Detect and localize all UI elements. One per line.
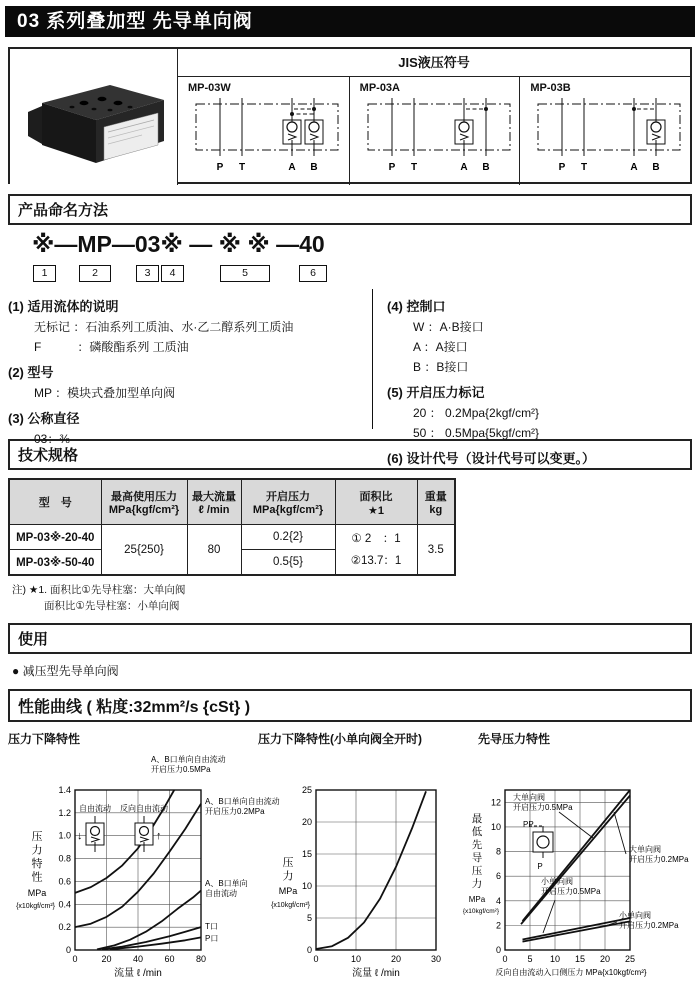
- model-code: ※—MP—03※ — ※ ※ —40: [32, 231, 325, 257]
- jis-cell-mp03a: [349, 77, 520, 185]
- svg-text:5: 5: [306, 913, 312, 923]
- svg-text:6: 6: [495, 871, 501, 882]
- svg-text:0: 0: [313, 954, 319, 964]
- mp-03b-symbol-icon: [526, 94, 688, 180]
- svg-text:B: B: [652, 162, 660, 173]
- code-box-4: 4: [161, 265, 184, 282]
- svg-text:0.2: 0.2: [58, 922, 71, 933]
- pilot-pressure-chart: [443, 750, 698, 985]
- weight-cell: 3.5: [417, 525, 455, 576]
- svg-text:PP: PP: [523, 820, 534, 829]
- pressure-drop-small-valve-chart: [258, 750, 443, 985]
- spec-note-2: 面积比①先导柱塞：小单向阀: [44, 600, 180, 612]
- jis-cell-mp03b: [519, 77, 690, 185]
- svg-text:0: 0: [306, 945, 312, 955]
- svg-text:80: 80: [195, 954, 207, 964]
- svg-text:30: 30: [430, 954, 442, 964]
- svg-text:P: P: [388, 162, 395, 173]
- charts-row: [3, 750, 700, 985]
- naming-item-head: (3) 公称直径: [8, 411, 80, 426]
- svg-text:60: 60: [164, 954, 175, 964]
- max-flow-cell: 80: [187, 525, 241, 576]
- naming-item-line: A ：A接口: [413, 340, 468, 354]
- svg-text:B: B: [310, 162, 318, 173]
- svg-text:T: T: [238, 162, 246, 173]
- svg-text:40: 40: [132, 954, 144, 964]
- svg-text:小单向阀: 小单向阀: [619, 911, 651, 920]
- svg-text:2: 2: [495, 920, 501, 931]
- svg-text:压: 压: [471, 865, 483, 877]
- col-cracking-pressure: 开启压力 MPa{kgf/cm²}: [241, 479, 335, 525]
- valve-photo-icon: [12, 57, 176, 177]
- section-specs-title: 技术规格: [8, 439, 692, 470]
- spec-table: [8, 478, 456, 576]
- svg-text:小单向阀: 小单向阀: [541, 877, 573, 886]
- svg-text:开启压力0.5MPa: 开启压力0.5MPa: [513, 803, 573, 812]
- jis-symbol-table: [8, 47, 692, 184]
- svg-text:A: A: [460, 162, 468, 173]
- naming-item-head: (1) 适用流体的说明: [8, 299, 119, 314]
- chart1-subtitle: 压力下降特性: [8, 732, 81, 746]
- naming-item-head: (5) 开启压力标记: [387, 385, 485, 400]
- naming-item-line: 03：⅜: [34, 432, 70, 446]
- svg-text:↓: ↓: [77, 830, 83, 842]
- symbol-label: MP-03W: [188, 82, 231, 94]
- svg-text:先: 先: [471, 839, 483, 851]
- model-cell: MP-03※-50-40: [9, 550, 101, 576]
- chart3-subtitle: 先导压力特性: [478, 732, 551, 746]
- svg-text:A: A: [288, 162, 296, 173]
- section-performance-title: 性能曲线 ( 粘度:32mm²/s {cSt} ): [8, 689, 692, 722]
- svg-text:流量 ℓ /min: 流量 ℓ /min: [352, 968, 400, 979]
- spec-header-row: [9, 479, 455, 525]
- svg-text:10: 10: [490, 821, 501, 832]
- svg-text:15: 15: [574, 954, 586, 964]
- svg-text:20: 20: [599, 954, 611, 964]
- svg-text:特: 特: [31, 858, 43, 870]
- svg-text:20: 20: [301, 817, 312, 827]
- naming-item-head: (4) 控制口: [387, 299, 446, 314]
- naming-left-column: [8, 289, 372, 446]
- naming-item-line: 20 ： 0.2Mpa{2kgf/cm²}: [413, 406, 540, 420]
- svg-text:MPa: MPa: [27, 888, 47, 898]
- svg-text:0.4: 0.4: [58, 899, 71, 910]
- svg-text:大单向阀: 大单向阀: [629, 845, 661, 854]
- code-box-5: 5: [220, 265, 270, 282]
- col-area-ratio: 面积比 ★1: [335, 479, 417, 525]
- col-model: 型 号: [9, 479, 101, 525]
- svg-text:A: A: [630, 162, 638, 173]
- svg-text:低: 低: [471, 826, 483, 838]
- svg-text:P: P: [537, 862, 543, 871]
- code-box-1: 1: [33, 265, 56, 282]
- svg-text:P: P: [216, 162, 224, 173]
- svg-text:开启压力0.5MPa: 开启压力0.5MPa: [151, 765, 211, 774]
- svg-text:P口: P口: [205, 934, 219, 943]
- svg-text:0.6: 0.6: [58, 876, 71, 887]
- svg-text:自由流动: 自由流动: [205, 889, 237, 898]
- svg-text:0: 0: [65, 945, 71, 955]
- svg-text:MPa: MPa: [468, 895, 486, 904]
- col-weight: 重量 kg: [417, 479, 455, 525]
- svg-text:{x10kgf/cm²}: {x10kgf/cm²}: [271, 902, 310, 909]
- svg-text:15: 15: [301, 849, 312, 859]
- spec-row: [9, 525, 455, 550]
- jis-header: JIS液压符号: [178, 49, 690, 77]
- product-photo: [10, 49, 178, 185]
- cracking-cell: 0.5{5}: [241, 550, 335, 576]
- svg-text:20: 20: [390, 954, 402, 964]
- naming-item-line: 50 ： 0.5Mpa{5kgf/cm²}: [413, 426, 540, 440]
- svg-text:{x10kgf/cm²}: {x10kgf/cm²}: [462, 908, 499, 915]
- max-pressure-cell: 25{250}: [101, 525, 187, 576]
- svg-text:1.4: 1.4: [58, 785, 71, 795]
- area-ratio-cell: ① 2 ：1 ②13.7：1: [335, 525, 417, 576]
- svg-text:0: 0: [495, 945, 501, 955]
- svg-text:压: 压: [31, 831, 43, 843]
- model-cell: MP-03※-20-40: [9, 525, 101, 550]
- svg-text:20: 20: [101, 954, 112, 964]
- svg-text:↑: ↑: [156, 830, 162, 842]
- svg-text:MPa: MPa: [278, 886, 298, 896]
- mp-03w-symbol-icon: [184, 94, 346, 180]
- svg-text:流量 ℓ /min: 流量 ℓ /min: [114, 968, 162, 979]
- svg-text:{x10kgf/cm²}: {x10kgf/cm²}: [16, 903, 55, 910]
- svg-text:T: T: [581, 162, 588, 173]
- svg-text:开启压力0.2MPa: 开启压力0.2MPa: [629, 855, 689, 864]
- page-title: 03 系列叠加型 先导单向阀: [5, 6, 695, 37]
- svg-text:力: 力: [471, 878, 483, 890]
- svg-text:0: 0: [502, 954, 508, 964]
- svg-text:导: 导: [471, 852, 483, 864]
- naming-item-line: F ：磷酸酯系列 工质油: [34, 340, 189, 354]
- symbol-label: MP-03A: [359, 82, 400, 94]
- svg-text:10: 10: [350, 954, 362, 964]
- svg-text:5: 5: [527, 954, 533, 964]
- svg-text:开启压力0.5MPa: 开启压力0.5MPa: [541, 887, 601, 896]
- svg-text:性: 性: [31, 871, 43, 884]
- svg-text:25: 25: [624, 954, 636, 964]
- svg-text:力: 力: [31, 844, 43, 857]
- symbol-label: MP-03B: [530, 82, 571, 94]
- svg-text:开启压力0.2MPa: 开启压力0.2MPa: [619, 921, 679, 930]
- svg-text:10: 10: [301, 881, 312, 891]
- pressure-drop-chart: [3, 750, 280, 985]
- svg-text:A、B口单向: A、B口单向: [205, 879, 248, 888]
- svg-text:T口: T口: [205, 922, 218, 931]
- svg-text:反向自由流动入口侧压力 MPa{x10kgf/cm²}: 反向自由流动入口侧压力 MPa{x10kgf/cm²}: [495, 968, 647, 977]
- section-usage-title: 使用: [8, 623, 692, 654]
- svg-text:T: T: [410, 162, 417, 173]
- svg-text:力: 力: [282, 870, 294, 883]
- svg-text:1.0: 1.0: [58, 830, 71, 841]
- svg-text:大单向阀: 大单向阀: [513, 793, 545, 802]
- svg-text:12: 12: [490, 797, 501, 808]
- section-naming-title: 产品命名方法: [8, 194, 692, 225]
- naming-item-line: MP ：模块式叠加型单向阀: [34, 386, 176, 400]
- svg-text:自由流动: 自由流动: [79, 804, 111, 813]
- svg-text:压: 压: [282, 857, 294, 869]
- svg-text:25: 25: [301, 785, 312, 795]
- naming-item-line: W ：A·B接口: [413, 320, 484, 334]
- chart2-subtitle: 压力下降特性(小单向阀全开时): [258, 732, 422, 746]
- svg-text:B: B: [482, 162, 490, 173]
- naming-item-line: 无标记 ：石油系列工质油、水·乙二醇系列工质油: [34, 320, 294, 334]
- svg-text:最: 最: [471, 813, 483, 825]
- code-box-3: 3: [136, 265, 159, 282]
- svg-text:1.2: 1.2: [58, 807, 71, 818]
- svg-text:4: 4: [495, 895, 501, 906]
- naming-item-head: (6) 设计代号（设计代号可以变更。）: [387, 451, 596, 466]
- svg-text:10: 10: [549, 954, 561, 964]
- naming-item-head: (2) 型号: [8, 365, 54, 380]
- svg-text:A、B口单向自由流动: A、B口单向自由流动: [151, 755, 226, 764]
- naming-item-line: B ：B接口: [413, 360, 469, 374]
- svg-text:开启压力0.2MPa: 开启压力0.2MPa: [205, 807, 265, 816]
- mp-03a-symbol-icon: [356, 94, 518, 180]
- svg-text:8: 8: [495, 846, 501, 857]
- svg-text:P: P: [558, 162, 566, 173]
- chart-subtitle-row: [0, 730, 700, 746]
- svg-text:0: 0: [72, 954, 78, 964]
- svg-text:A、B口单向自由流动: A、B口单向自由流动: [205, 797, 280, 806]
- code-box-6: 6: [299, 265, 327, 282]
- jis-cell-mp03w: [178, 77, 349, 185]
- cracking-cell: 0.2{2}: [241, 525, 335, 550]
- spec-note-1: 注) ★1. 面积比①先导柱塞：大单向阀: [12, 584, 186, 596]
- col-max-pressure: 最高使用压力 MPa{kgf/cm²}: [101, 479, 187, 525]
- naming-right-column: [372, 289, 692, 466]
- col-max-flow: 最大流量 ℓ /min: [187, 479, 241, 525]
- svg-text:0.8: 0.8: [58, 853, 71, 864]
- svg-text:反向自由流动: 反向自由流动: [120, 804, 168, 813]
- usage-note: ● 减压型先导单向阀: [12, 664, 119, 678]
- code-box-2: 2: [79, 265, 111, 282]
